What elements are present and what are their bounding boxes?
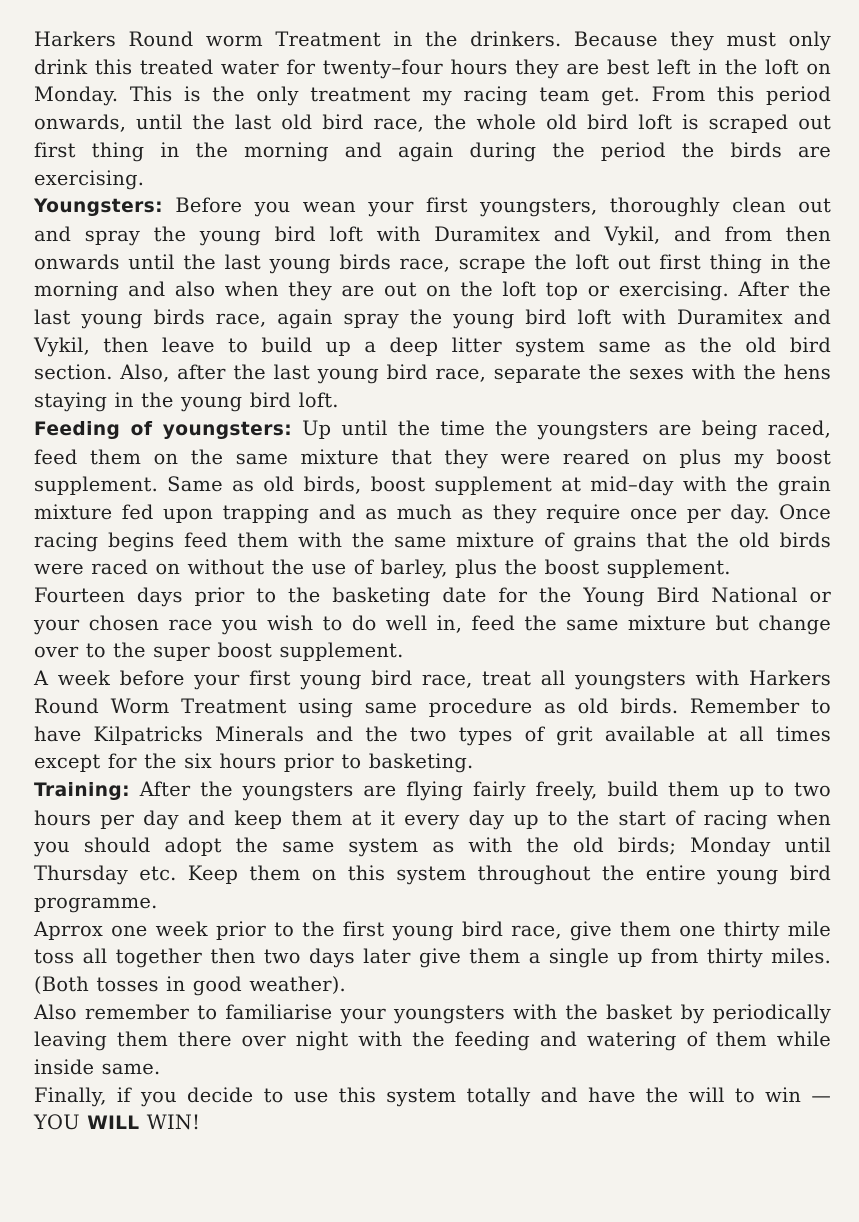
section-heading-youngsters: Youngsters: (34, 196, 163, 218)
paragraph-feeding (34, 415, 831, 582)
paragraph-fourteen-days (34, 582, 831, 665)
paragraph-treatment (34, 26, 831, 192)
paragraph-youngsters (34, 192, 831, 415)
section-heading-training: Training: (34, 779, 130, 801)
paragraph-text: After the youngsters are flying fairly freely, build them up to two hours per day and keep them at it every day up to the start of racing when you should adopt the same system as with the old birds; Monday until Thursday etc. Keep them on this system throughout the entire young bird programme. (34, 777, 831, 913)
paragraph-toss (34, 916, 831, 999)
paragraph-text: Aprrox one week prior to the first young bird race, give them one thirty mile toss all together then two days later give them a single up from thirty miles. (Both tosses in good weather). (34, 917, 831, 996)
closing-text: Finally, if you decide to use this system totally and have the will to win — YOU (34, 1083, 831, 1135)
paragraph-text: Up until the time the youngsters are being raced, feed them on the same mixture that they were reared on plus my boost supplement. Same as old birds, boost supplement at mid–day with the grain mixture fed upon trapping and as much as they require once per day. Once racing begins feed them with the same mixture of grains that the old birds were raced on without the use of barley, plus the boost supplement. (34, 416, 831, 580)
paragraph-text: Also remember to familiarise your youngsters with the basket by periodically leaving them there over night with the feeding and watering of them while inside same. (34, 1000, 831, 1080)
paragraph-basket (34, 999, 831, 1082)
paragraph-text: Before you wean your first youngsters, thoroughly clean out and spray the young bird loft with Duramitex and Vykil, and from then onwards until the last young birds race, scrape the loft out first thing in the morning and also when they are out on the loft top or exercising. After the last young birds race, again spray the young bird loft with Duramitex and Vykil, then leave to build up a deep litter system same as the old bird section. Also, after the last young bird race, separate the sexes with the hens staying in the young bird loft. (34, 194, 831, 413)
closing-emphasis: WILL (87, 1113, 140, 1135)
paragraph-text: Fourteen days prior to the basketing date for the Young Bird National or your chosen race you wish to do well in, feed the same mixture but change over to the super boost supplement. (34, 584, 831, 663)
paragraph-text: A week before your first young bird race, treat all youngsters with Harkers Round Worm Treatment using same procedure as old birds. Remember to have Kilpatricks Minerals and the two types of grit available at all times except for the six hours prior to basketing. (34, 667, 831, 774)
section-heading-feeding: Feeding of youngsters: (34, 418, 293, 440)
paragraph-closing (34, 1082, 831, 1138)
paragraph-week-before (34, 665, 831, 776)
closing-end: WIN! (139, 1111, 201, 1135)
paragraph-text: Harkers Round worm Treatment in the drinkers. Because they must only drink this treated water for twenty–four hours they are best left in the loft on Monday. This is the only treatment my racing team get. From this period onwards, until the last old bird race, the whole old bird loft is scraped out first thing in the morning and again during the period the birds are exercising. (34, 28, 831, 190)
paragraph-training (34, 776, 831, 916)
